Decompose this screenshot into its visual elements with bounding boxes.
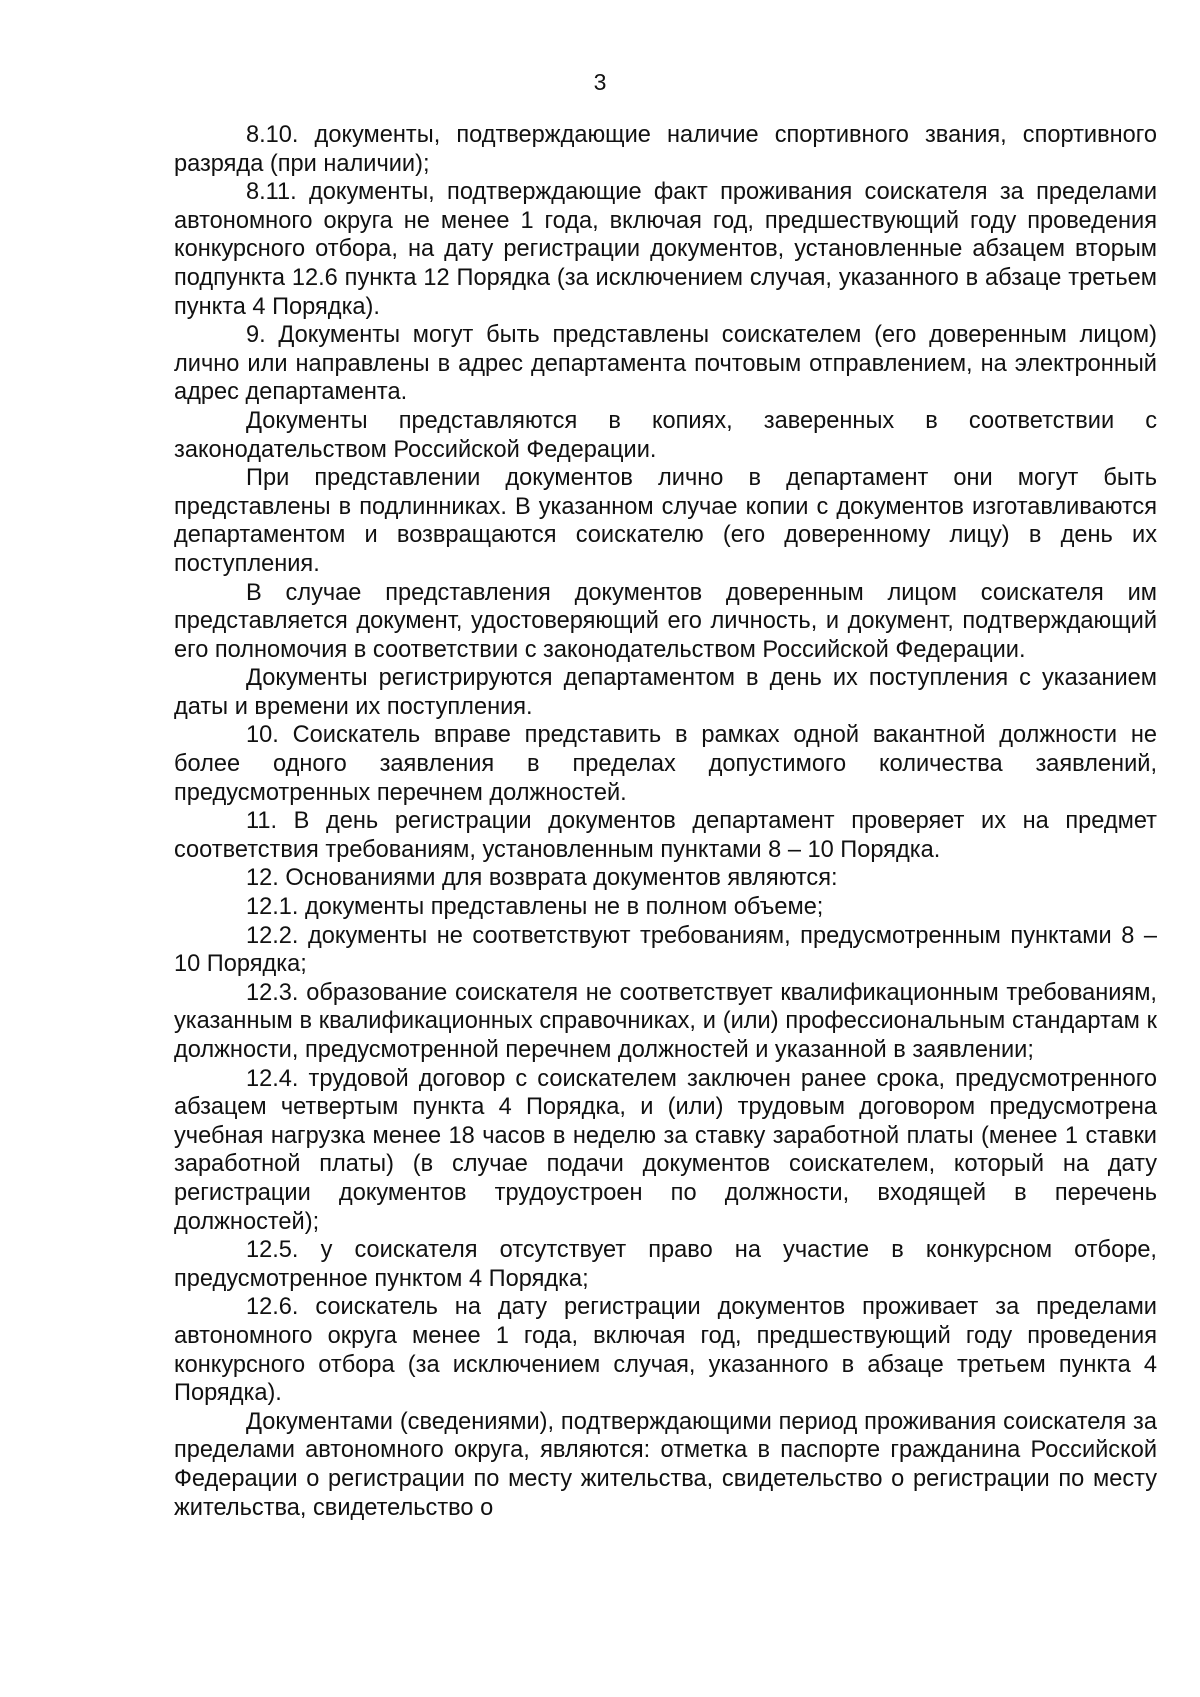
- paragraph-12-5: 12.5. у соискателя отсутствует право на участие в конкурсном отборе, предусмотренное пунктом 4 Порядка;: [174, 1237, 1157, 1292]
- paragraph-12: 12. Основаниями для возврата документов являются:: [246, 865, 838, 892]
- paragraph-copies: Документы представляются в копиях, заверенных в соответствии с законодательством Российской Федерации.: [174, 407, 1157, 463]
- paragraph-10: 10. Соискатель вправе представить в рамках одной вакантной должности не более одного заявления в пределах допустимого количества заявлений, предусмотренных перечнем должностей.: [174, 722, 1157, 806]
- paragraph-originals: При представлении документов лично в департамент они могут быть представлены в подлинниках. В указанном случае копии с документов изготавливаются департаментом и возвращаются соискателю (его доверенному лицу) в день их поступления.: [174, 465, 1157, 577]
- paragraph-evidence: Документами (сведениями), подтверждающими период проживания соискателя за пределами автономного округа, являются: отметка в паспорте гражданина Российской Федерации о регистрации по месту жительства, свидетельство о регистрации по месту жительства, свидетельство о: [174, 1408, 1157, 1521]
- paragraph-12-3: 12.3. образование соискателя не соответствует квалификационным требованиям, указанным в квалификационных справочниках, и (или) профессиональным стандартам к должности, предусмотренной перечнем должностей и указанной в заявлении;: [174, 979, 1157, 1063]
- paragraph-12-4: 12.4. трудовой договор с соискателем заключен ранее срока, предусмотренного абзацем четвертым пункта 4 Порядка, и (или) трудовым договором предусмотрена учебная нагрузка менее 18 часов в неделю за ставку заработной платы (менее 1 ставки заработной платы) (в случае подачи документов соискателем, который на дату регистрации документов трудоустроен по должности, входящей в перечень должностей);: [174, 1065, 1157, 1235]
- paragraph-11: 11. В день регистрации документов департамент проверяет их на предмет соответствия требованиям, установленным пунктами 8 – 10 Порядка.: [174, 808, 1157, 863]
- paragraph-registration: Документы регистрируются департаментом в день их поступления с указанием даты и времени их поступления.: [174, 665, 1157, 720]
- paragraph-12-6: 12.6. соискатель на дату регистрации документов проживает за пределами автономного округа менее 1 года, включая год, предшествующий году проведения конкурсного отбора (за исключением случая, указанного в абзаце третьем пункта 4 Порядка).: [174, 1294, 1157, 1407]
- paragraph-8-11: 8.11. документы, подтверждающие факт проживания соискателя за пределами автономного округа не менее 1 года, включая год, предшествующий году проведения конкурсного отбора, на дату регистрации документов, установленные абзацем вторым подпункта 12.6 пункта 12 Порядка (за исключением случая, указанного в абзаце третьем пункта 4 Порядка).: [174, 179, 1157, 320]
- paragraph-trustee: В случае представления документов доверенным лицом соискателя им представляется документ, удостоверяющий его личность, и документ, подтверждающий его полномочия в соответствии с законодательством Российской Федерации.: [174, 579, 1157, 663]
- paragraph-12-2: 12.2. документы не соответствуют требованиям, предусмотренным пунктами 8 – 10 Порядка;: [174, 922, 1157, 978]
- document-body: [174, 121, 1157, 1522]
- paragraph-8-10: 8.10. документы, подтверждающие наличие спортивного звания, спортивного разряда (при наличии);: [174, 122, 1157, 177]
- paragraph-9: 9. Документы могут быть представлены соискателем (его доверенным лицом) лично или направлены в адрес департамента почтовым отправлением, на электронный адрес департамента.: [174, 322, 1157, 406]
- paragraph-12-1: 12.1. документы представлены не в полном объеме;: [246, 894, 824, 921]
- page-number: 3: [593, 69, 607, 95]
